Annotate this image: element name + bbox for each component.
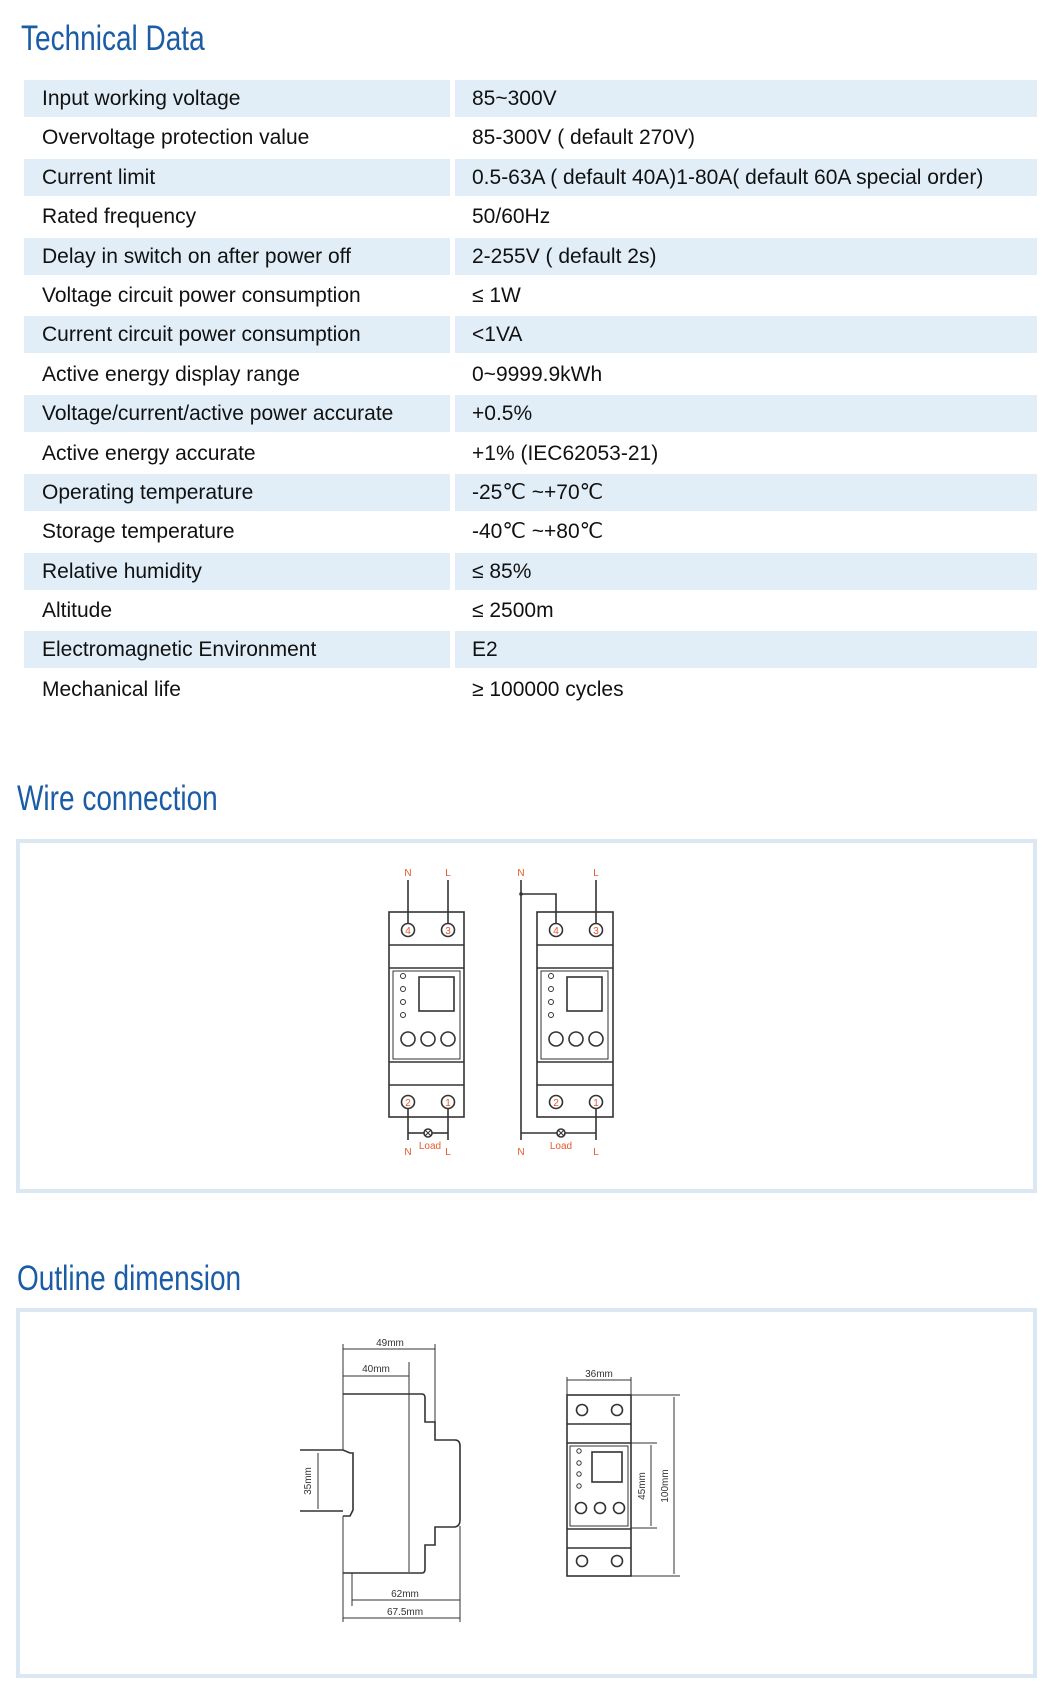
terminal-3-label: 3 xyxy=(445,926,451,937)
device-diagram-direct xyxy=(389,868,464,1158)
table-row xyxy=(24,277,1037,316)
table-row xyxy=(24,474,1037,513)
terminal-1-label: 1 xyxy=(593,1098,599,1109)
spec-label: Voltage/current/active power accurate xyxy=(24,395,450,432)
spec-value: -40℃ ~+80℃ xyxy=(472,520,604,544)
terminal-4-label: 4 xyxy=(405,926,411,937)
spec-label: Storage temperature xyxy=(42,520,235,544)
terminal-1-label: 1 xyxy=(445,1098,451,1109)
neutral-label: N xyxy=(404,868,412,879)
spec-value: 85~300V xyxy=(455,80,1037,117)
line-label: L xyxy=(593,1147,599,1158)
spec-value: +1% (IEC62053-21) xyxy=(472,441,659,465)
dim-67-5mm: 67.5mm xyxy=(386,1607,424,1618)
wire-connection-title: Wire connection xyxy=(17,779,218,818)
terminal-2-label: 2 xyxy=(405,1098,411,1109)
spec-label: Electromagnetic Environment xyxy=(24,631,450,668)
front-view-drawing xyxy=(567,1369,680,1576)
spec-label: Altitude xyxy=(42,599,113,623)
terminal-2-label: 2 xyxy=(553,1098,559,1109)
table-row xyxy=(24,80,1037,119)
load-label: Load xyxy=(549,1141,573,1152)
spec-value: ≥ 100000 cycles xyxy=(472,677,624,701)
spec-label: Rated frequency xyxy=(42,205,197,229)
table-row xyxy=(24,198,1037,237)
dim-40mm: 40mm xyxy=(362,1364,390,1375)
spec-value: 0~9999.9kWh xyxy=(472,362,603,386)
device-diagram-bridged xyxy=(517,868,613,1158)
load-label: Load xyxy=(418,1141,442,1152)
spec-label: Input working voltage xyxy=(24,80,450,117)
neutral-label: N xyxy=(517,868,525,879)
outline-dimension-diagram xyxy=(280,1320,700,1640)
table-row xyxy=(24,631,1037,670)
spec-value: <1VA xyxy=(455,316,1037,353)
line-label: L xyxy=(445,1147,451,1158)
table-row xyxy=(24,592,1037,631)
spec-value: 85-300V ( default 270V) xyxy=(472,126,695,150)
spec-label: Current limit xyxy=(24,159,450,196)
terminal-3-label: 3 xyxy=(593,926,599,937)
spec-value: E2 xyxy=(455,631,1037,668)
dim-45mm: 45mm xyxy=(637,1472,648,1500)
spec-value: 2-255V ( default 2s) xyxy=(455,238,1037,275)
spec-value: 0.5-63A ( default 40A)1-80A( default 60A special order) xyxy=(455,159,1037,196)
line-label: L xyxy=(445,868,451,879)
dim-62mm: 62mm xyxy=(391,1589,419,1600)
table-row xyxy=(24,238,1037,277)
spec-label: Voltage circuit power consumption xyxy=(42,283,361,307)
terminal-4-label: 4 xyxy=(553,926,559,937)
spec-value: -25℃ ~+70℃ xyxy=(455,474,1037,511)
neutral-label: N xyxy=(517,1147,525,1158)
table-row xyxy=(24,316,1037,355)
dim-100mm: 100mm xyxy=(660,1469,671,1503)
spec-label: Overvoltage protection value xyxy=(42,126,310,150)
technical-data-title: Technical Data xyxy=(21,19,205,58)
table-row xyxy=(24,119,1037,158)
technical-data-table xyxy=(24,80,1037,710)
spec-label: Current circuit power consumption xyxy=(24,316,450,353)
spec-value: +0.5% xyxy=(455,395,1037,432)
display-screen-icon xyxy=(567,977,602,1011)
dim-35mm: 35mm xyxy=(303,1467,314,1495)
dim-36mm: 36mm xyxy=(585,1369,613,1380)
spec-value: 50/60Hz xyxy=(472,205,551,229)
load-lamp-icon xyxy=(557,1129,565,1137)
table-row xyxy=(24,671,1037,710)
line-label: L xyxy=(593,868,599,879)
wire-connection-diagram xyxy=(370,850,630,1170)
outline-dimension-title: Outline dimension xyxy=(17,1259,242,1298)
table-row xyxy=(24,553,1037,592)
spec-label: Mechanical life xyxy=(42,677,181,701)
table-row xyxy=(24,356,1037,395)
neutral-label: N xyxy=(404,1147,412,1158)
table-row xyxy=(24,159,1037,198)
spec-label: Operating temperature xyxy=(24,474,450,511)
display-screen-icon xyxy=(419,977,454,1011)
table-row xyxy=(24,513,1037,552)
table-row xyxy=(24,395,1037,434)
load-lamp-icon xyxy=(424,1129,432,1137)
side-view-drawing xyxy=(300,1338,460,1622)
dim-49mm: 49mm xyxy=(376,1338,404,1349)
spec-value: ≤ 2500m xyxy=(472,599,554,623)
spec-value: ≤ 85% xyxy=(455,553,1037,590)
spec-label: Relative humidity xyxy=(24,553,450,590)
spec-label: Active energy accurate xyxy=(42,441,256,465)
spec-value: ≤ 1W xyxy=(472,283,521,307)
spec-label: Active energy display range xyxy=(42,362,300,386)
spec-label: Delay in switch on after power off xyxy=(24,238,450,275)
table-row xyxy=(24,435,1037,474)
